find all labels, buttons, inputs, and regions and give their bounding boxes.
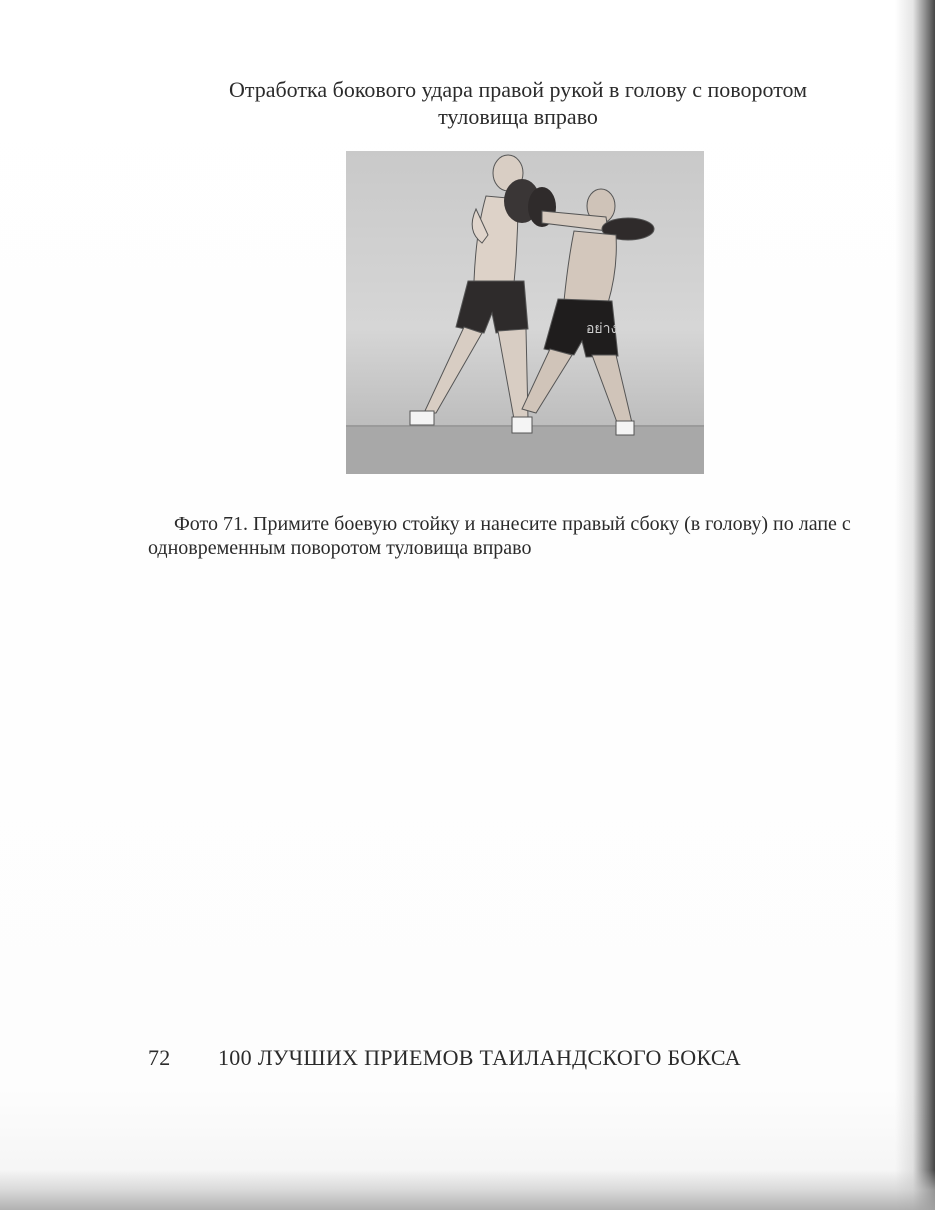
caption-text: Фото 71. Примите боевую стойку и нанесите правый сбоку (в голову) по лапе с одновременным поворотом туловища вправо — [148, 513, 851, 559]
scan-edge-shadow — [895, 0, 935, 1210]
scan-bottom-band — [0, 1170, 935, 1210]
page-footer — [148, 1044, 741, 1072]
book-title: 100 ЛУЧШИХ ПРИЕМОВ ТАИЛАНДСКОГО БОКСА — [218, 1045, 741, 1070]
shorts-lettering: อย่าง — [586, 321, 618, 337]
page-number: 72 — [148, 1045, 171, 1070]
training-photo — [346, 151, 704, 474]
heading-line-1: Отработка бокового удара правой рукой в голову с поворотом — [228, 77, 808, 102]
section-heading — [148, 76, 888, 130]
heading-line-2: туловища вправо — [438, 104, 598, 129]
photo-illustration — [346, 151, 704, 474]
photo-caption — [148, 512, 893, 560]
